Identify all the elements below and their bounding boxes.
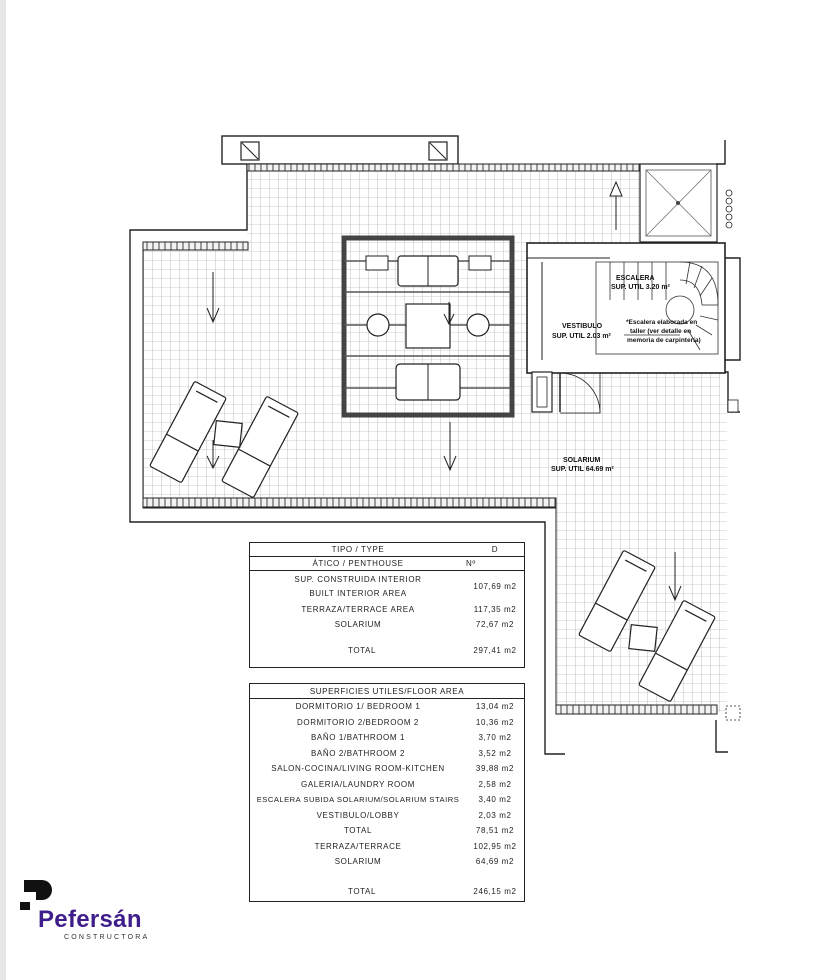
row-value: 3,52 m2	[478, 748, 512, 758]
type-subheader-value: Nº	[466, 559, 476, 568]
row-label: TERRAZA/TERRACE	[314, 841, 402, 851]
row-label: BAÑO 1/BATHROOM 1	[310, 733, 406, 743]
railing-solarium	[556, 705, 717, 714]
table-row	[250, 715, 524, 731]
row-value: 39,88 m2	[475, 764, 515, 774]
row-value: 117,35 m2	[473, 605, 517, 614]
type-table-subheader	[250, 557, 524, 571]
row-value: 102,95 m2	[473, 841, 517, 851]
solarium-title: SOLARIUM	[563, 457, 601, 464]
table-total-row	[250, 632, 524, 666]
row-label: VESTIBULO/LOBBY	[316, 810, 400, 820]
table-row	[250, 746, 524, 762]
row-label: DORMITORIO 1/ BEDROOM 1	[295, 702, 421, 712]
table-row	[250, 839, 524, 855]
vestibulo-title: VESTIBULO	[562, 323, 603, 330]
table-row	[250, 777, 524, 793]
row-value: 3,70 m2	[478, 733, 512, 743]
table-row	[250, 699, 524, 715]
row-value: 78,51 m2	[475, 826, 515, 836]
escalera-note-3: memoria de carpintería)	[627, 337, 701, 344]
solarium-floor	[527, 372, 727, 712]
row-label: BAÑO 2/BATHROOM 2	[310, 748, 406, 758]
table-row	[250, 571, 524, 602]
railing-bottom	[143, 498, 556, 507]
side-table	[629, 625, 657, 652]
brand-subtitle: CONSTRUCTORA	[64, 934, 150, 941]
type-subheader-label: ÁTICO / PENTHOUSE	[312, 559, 404, 568]
escalera-title: ESCALERA	[616, 275, 655, 282]
row-label: TERRAZA/TERRACE AREA	[301, 605, 415, 614]
total-value: 246,15 m2	[473, 887, 517, 896]
total-label: TOTAL	[348, 645, 377, 655]
table-row	[250, 792, 524, 808]
stair-enclosure	[527, 243, 725, 373]
row-value: 107,69 m2	[473, 582, 517, 591]
row-value: 2,58 m2	[478, 779, 512, 789]
solarium-area: SUP. UTIL 64.69 m²	[551, 466, 614, 473]
area-table-header	[250, 684, 524, 699]
total-value: 297,41 m2	[473, 645, 517, 655]
escalera-note-2: taller (ver detalle en	[630, 328, 692, 335]
row-value: 2,03 m2	[478, 810, 512, 820]
row-label: SOLARIUM	[334, 857, 382, 867]
row-label: TOTAL	[343, 826, 373, 836]
table-row	[250, 602, 524, 617]
type-table	[249, 542, 525, 668]
row-label: DORMITORIO 2/BEDROOM 2	[297, 717, 419, 727]
row-label: GALERIA/LAUNDRY ROOM	[301, 779, 415, 789]
table-row	[250, 823, 524, 839]
total-label: TOTAL	[348, 887, 377, 896]
vestibulo-area: SUP. UTIL 2.03 m²	[552, 333, 611, 340]
row-label: ESCALERA SUBIDA SOLARIUM/SOLARIUM STAIRS	[256, 795, 460, 805]
type-header-value: D	[491, 545, 499, 554]
escalera-area: SUP. UTIL 3.20 m²	[611, 284, 670, 291]
side-table	[214, 421, 242, 448]
table-row	[250, 854, 524, 870]
row-value: 72,67 m2	[475, 620, 515, 629]
row-value: 3,40 m2	[478, 795, 512, 805]
area-header-label: SUPERFICIES UTILES/FLOOR AREA	[309, 686, 465, 696]
company-logo	[18, 876, 178, 946]
floor-area-table	[249, 683, 525, 902]
row-label: SUP. CONSTRUIDA INTERIOR	[294, 574, 422, 584]
row-value: 10,36 m2	[475, 717, 515, 727]
row-value: 13,04 m2	[475, 702, 515, 712]
type-table-header	[250, 543, 524, 557]
table-row	[250, 808, 524, 824]
row-value: 64,69 m2	[475, 857, 515, 867]
table-total-row	[250, 870, 524, 904]
escalera-note-1: *Escalera elaborada en	[626, 319, 698, 326]
brand-name: Pefersán	[38, 906, 142, 933]
row-label: SOLARIUM	[334, 620, 382, 629]
type-header-label: TIPO / TYPE	[331, 545, 385, 554]
row-label: SALON-COCINA/LIVING ROOM-KITCHEN	[271, 764, 445, 774]
table-row	[250, 617, 524, 632]
railing-left	[143, 242, 248, 250]
table-row	[250, 730, 524, 746]
row-label-2: BUILT INTERIOR AREA	[309, 588, 407, 598]
table-row	[250, 761, 524, 777]
